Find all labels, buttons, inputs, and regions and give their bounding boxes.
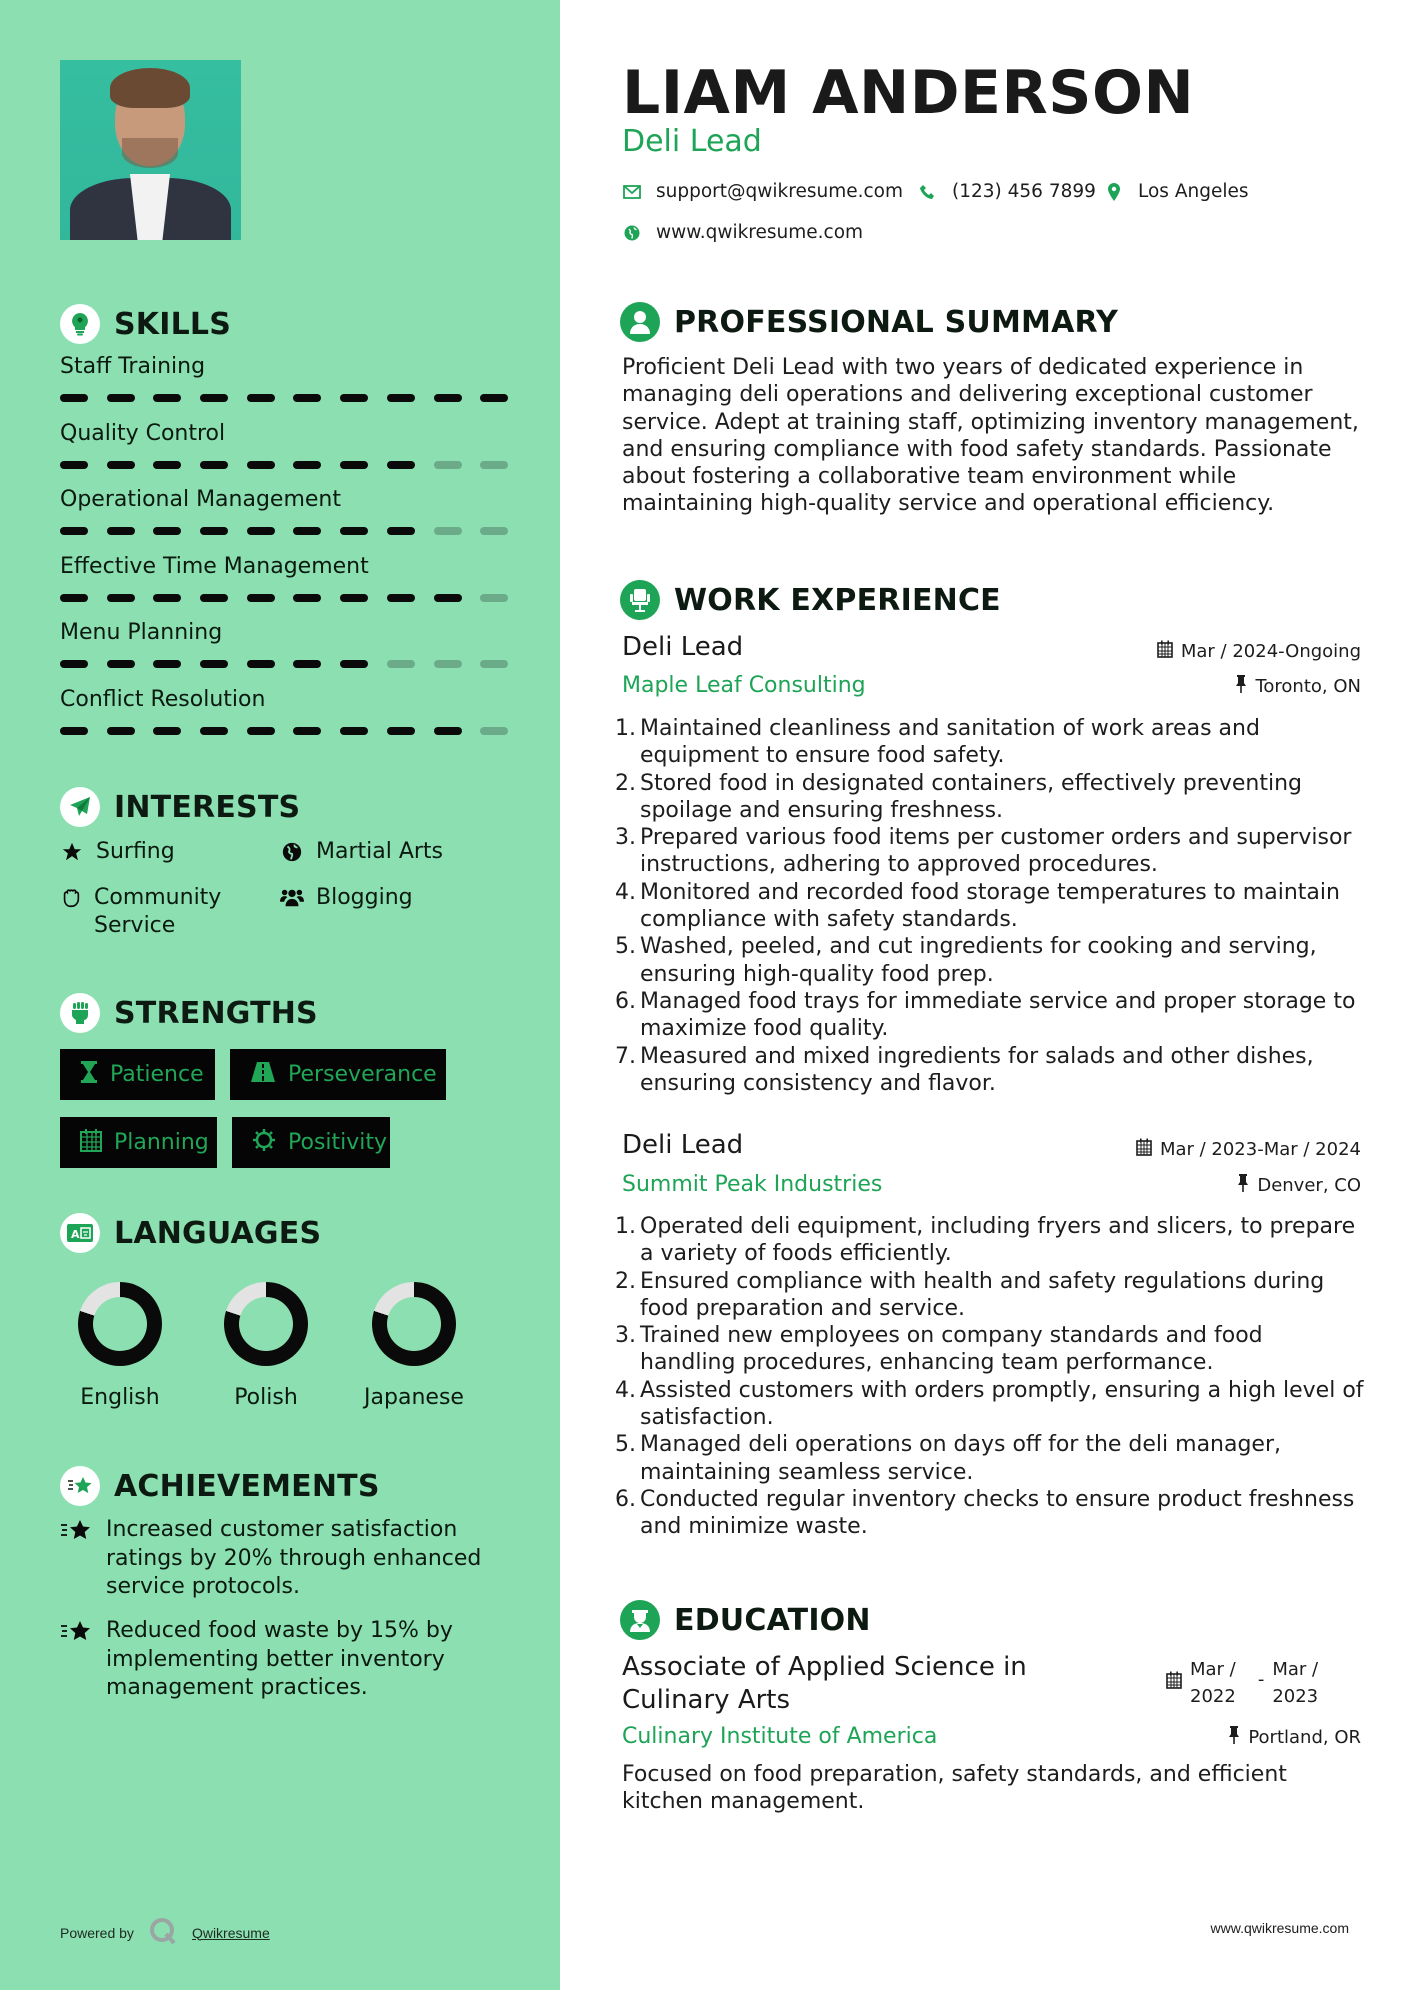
bullet-text: Ensured compliance with health and safety regulations during food preparation and service. (640, 1268, 1325, 1321)
summary-heading (620, 302, 1118, 342)
calendar-icon (1136, 1138, 1152, 1161)
lightbulb-icon (60, 304, 100, 344)
rating-dash-filled (340, 527, 368, 535)
rating-dash-filled (434, 594, 462, 602)
achievement-item: Reduced food waste by 15% by implementing better inventory management practices. (60, 1617, 500, 1703)
education-description: Focused on food preparation, safety standards, and efficient kitchen management. (622, 1762, 1287, 1815)
rating-dash-filled (153, 727, 181, 735)
contact-location: Los Angeles (1104, 181, 1249, 202)
calendar-icon (80, 1128, 102, 1158)
job-title: Deli Lead (622, 1130, 744, 1160)
job-title: Deli Lead (622, 632, 744, 662)
language-label: Japanese (364, 1385, 464, 1410)
skill-rating-bar (60, 461, 508, 469)
section-title: INTERESTS (114, 789, 301, 825)
rating-dash-filled (293, 594, 321, 602)
candidate-title: Deli Lead (622, 124, 762, 159)
skill-rating-bar (60, 527, 508, 535)
qwikresume-logo-icon (148, 1916, 178, 1949)
pushpin-icon (1237, 1174, 1249, 1197)
bullet-item (614, 879, 1364, 934)
degree-title: Associate of Applied Science in Culinary Arts (622, 1652, 1027, 1715)
rating-dash-filled (434, 394, 462, 402)
section-title: LANGUAGES (114, 1215, 322, 1251)
interest-item: Blogging (280, 884, 413, 912)
paper-plane-icon (60, 787, 100, 827)
skill-label: Staff Training (60, 354, 206, 379)
bullet-number: 2. (615, 770, 636, 796)
bullet-text: Assisted customers with orders promptly, ensuring a high level of satisfaction. (640, 1377, 1364, 1431)
section-title: STRENGTHS (114, 995, 318, 1031)
calendar-icon (1157, 640, 1173, 663)
bullet-text: Monitored and recorded food storage temperatures to maintain compliance with safety standards. (640, 879, 1340, 933)
rating-dash-filled (247, 727, 275, 735)
rating-dash-filled (60, 394, 88, 402)
sun-icon (252, 1128, 276, 1158)
education-heading (620, 1600, 871, 1640)
strength-badge: Planning (60, 1117, 217, 1168)
bullet-text: Maintained cleanliness and sanitation of work areas and equipment to ensure food safety. (640, 716, 1260, 769)
bullet-number: 5. (615, 1432, 636, 1458)
graduate-icon (620, 1600, 660, 1640)
rating-dash-filled (434, 727, 462, 735)
rating-dash-filled (247, 394, 275, 402)
qwikresume-link[interactable]: Qwikresume (191, 1924, 270, 1941)
bullet-text: Trained new employees on company standards and food handling procedures, enhancing team performance. (640, 1323, 1263, 1376)
rating-dash-filled (200, 394, 228, 402)
shooting-star-icon (60, 1466, 100, 1506)
skill-label: Conflict Resolution (60, 686, 266, 712)
rating-dash-filled (60, 594, 88, 602)
languages-heading (60, 1213, 321, 1253)
rating-dash-filled (200, 594, 228, 602)
bullet-item (614, 933, 1364, 988)
language-proficiency-donut (224, 1282, 308, 1366)
rating-dash-filled (200, 727, 228, 735)
bullet-item (614, 1043, 1364, 1098)
globe-icon (280, 838, 304, 866)
road-icon (250, 1061, 276, 1089)
education-location: Portland, OR (1228, 1726, 1361, 1749)
job-location: Toronto, ON (1235, 675, 1361, 698)
rating-dash-filled (387, 527, 415, 535)
rating-dash-filled (200, 461, 228, 469)
interests-heading (60, 787, 300, 827)
bullet-text: Conducted regular inventory checks to ensure product freshness and minimize waste. (640, 1486, 1355, 1540)
rating-dash-filled (153, 660, 181, 668)
language-icon (60, 1213, 100, 1253)
rating-dash-filled (107, 594, 135, 602)
powered-by: Powered by Qwikresume (60, 1916, 270, 1949)
rating-dash-filled (107, 660, 135, 668)
job-dates: Mar / 2024-Ongoing (1157, 640, 1361, 663)
bullet-item (614, 1322, 1364, 1377)
rating-dash-filled (153, 461, 181, 469)
skill-rating-bar (60, 394, 508, 402)
calendar-icon (1166, 1656, 1182, 1710)
rating-dash-filled (107, 394, 135, 402)
rating-dash-filled (340, 394, 368, 402)
rating-dash-filled (340, 461, 368, 469)
rating-dash-filled (293, 461, 321, 469)
bullet-item (614, 1377, 1364, 1432)
rating-dash-filled (153, 527, 181, 535)
rating-dash-empty (434, 527, 462, 535)
rating-dash-filled (293, 727, 321, 735)
rating-dash-filled (247, 660, 275, 668)
skill-label: Quality Control (60, 420, 226, 446)
bullet-item (614, 1268, 1364, 1323)
bullet-item (614, 988, 1364, 1043)
bullet-number: 6. (615, 988, 636, 1014)
skill-rating-bar (60, 660, 508, 668)
language-label: Polish (234, 1385, 298, 1410)
chair-icon (620, 580, 660, 620)
section-title: WORK EXPERIENCE (674, 582, 1001, 618)
bullet-number: 3. (615, 1323, 636, 1349)
rating-dash-filled (387, 727, 415, 735)
interest-item: Community Service (60, 884, 260, 940)
bullet-text: Prepared various food items per customer orders and supervisor instructions, adhering to approved procedures. (640, 825, 1352, 878)
bullet-item (614, 715, 1364, 770)
user-icon (620, 302, 660, 342)
bullet-item (614, 1431, 1364, 1486)
hand-icon (60, 884, 82, 912)
job-dates: Mar / 2023-Mar / 2024 (1136, 1138, 1361, 1161)
bullet-number: 1. (615, 716, 636, 741)
rating-dash-filled (340, 594, 368, 602)
bullet-number: 5. (615, 934, 636, 960)
skill-label: Effective Time Management (60, 553, 369, 579)
rating-dash-empty (434, 461, 462, 469)
company-name: Summit Peak Industries (622, 1172, 883, 1197)
bullet-text: Operated deli equipment, including fryers and slicers, to prepare a variety of foods efficiently. (640, 1214, 1356, 1267)
contact-email[interactable]: support@qwikresume.com (622, 181, 903, 202)
map-pin-icon (1104, 182, 1124, 202)
bullet-number: 6. (615, 1486, 636, 1512)
language-proficiency-donut (372, 1282, 456, 1366)
section-title: SKILLS (114, 306, 232, 342)
summary-text: Proficient Deli Lead with two years of dedicated experience in managing deli operations and delivering exceptional customer service. Adept at training staff, optimizing inventory management, and ensuring compliance with food safety standards. Passionate about fostering a collaborative team environment while maintaining high-quality service and operational efficiency. (622, 355, 1359, 517)
pushpin-icon (1228, 1726, 1240, 1749)
job-bullets (614, 715, 1364, 1097)
contact-website[interactable]: www.qwikresume.com (622, 222, 863, 243)
rating-dash-empty (434, 660, 462, 668)
section-title: ACHIEVEMENTS (114, 1468, 380, 1504)
strength-badge: Patience (60, 1049, 215, 1100)
rating-dash-filled (480, 394, 508, 402)
strength-badge: Perseverance (230, 1049, 446, 1100)
achievement-item: Increased customer satisfaction ratings by 20% through enhanced service protocols. (60, 1516, 500, 1602)
language-proficiency-donut (78, 1282, 162, 1366)
bullet-number: 7. (615, 1043, 636, 1069)
rating-dash-filled (247, 594, 275, 602)
rating-dash-filled (107, 727, 135, 735)
bullet-number: 4. (615, 879, 636, 905)
bullet-number: 3. (615, 825, 636, 851)
skill-rating-bar (60, 727, 508, 735)
language-label: English (80, 1385, 160, 1410)
svg-text:A: A (71, 1228, 80, 1241)
strength-badge: Positivity (232, 1117, 390, 1168)
company-name: Maple Leaf Consulting (622, 673, 866, 698)
rating-dash-filled (200, 660, 228, 668)
contact-phone[interactable]: (123) 456 7899 (918, 181, 1096, 202)
candidate-name: LIAM ANDERSON (622, 58, 1195, 128)
education-dates: Mar / 2022 - Mar / 2023 (1166, 1656, 1318, 1710)
pushpin-icon (1235, 675, 1247, 698)
skill-label: Operational Management (60, 487, 341, 512)
bullet-text: Managed food trays for immediate service and proper storage to maximize food quality. (640, 988, 1356, 1042)
rating-dash-empty (480, 727, 508, 735)
rating-dash-empty (387, 660, 415, 668)
bullet-text: Measured and mixed ingredients for salads and other dishes, ensuring consistency and flavor. (640, 1043, 1314, 1096)
interest-item: Martial Arts (280, 838, 443, 866)
footer-website-link[interactable]: www.qwikresume.com (1210, 1920, 1349, 1936)
experience-heading (620, 580, 1001, 620)
rating-dash-filled (153, 394, 181, 402)
bullet-text: Managed deli operations on days off for the deli manager, maintaining seamless service. (640, 1432, 1282, 1485)
rating-dash-filled (387, 461, 415, 469)
rating-dash-filled (107, 527, 135, 535)
school-name: Culinary Institute of America (622, 1724, 938, 1749)
rating-dash-empty (480, 660, 508, 668)
skills-heading (60, 304, 231, 344)
rating-dash-filled (107, 461, 135, 469)
envelope-icon (622, 182, 642, 202)
rating-dash-filled (60, 461, 88, 469)
bullet-number: 2. (615, 1268, 636, 1294)
job-bullets (614, 1213, 1364, 1541)
rating-dash-filled (153, 594, 181, 602)
rating-dash-filled (293, 660, 321, 668)
hourglass-icon (80, 1060, 98, 1090)
bullet-item (614, 770, 1364, 825)
globe-icon (622, 223, 642, 243)
rating-dash-filled (387, 394, 415, 402)
rating-dash-filled (340, 660, 368, 668)
strengths-heading (60, 993, 318, 1033)
rating-dash-filled (60, 527, 88, 535)
rating-dash-empty (480, 594, 508, 602)
bullet-number: 1. (615, 1214, 636, 1239)
rating-dash-filled (60, 660, 88, 668)
rating-dash-filled (293, 394, 321, 402)
rating-dash-filled (60, 727, 88, 735)
bullet-text: Stored food in designated containers, effectively preventing spoilage and ensuring freshness. (640, 770, 1302, 823)
bullet-item (614, 1213, 1364, 1268)
star-icon (60, 838, 84, 866)
rating-dash-filled (247, 527, 275, 535)
bullet-item (614, 824, 1364, 879)
skill-rating-bar (60, 594, 508, 602)
sidebar (0, 0, 560, 1990)
section-title: EDUCATION (674, 1602, 871, 1638)
bullet-number: 4. (615, 1377, 636, 1403)
section-title: PROFESSIONAL SUMMARY (674, 304, 1119, 340)
bullet-item (614, 1486, 1364, 1541)
phone-icon (918, 182, 938, 202)
rating-dash-filled (293, 527, 321, 535)
job-location: Denver, CO (1237, 1174, 1361, 1197)
interest-item: Surfing (60, 838, 175, 866)
shooting-star-icon (60, 1516, 92, 1544)
achievements-heading (60, 1466, 380, 1506)
rating-dash-filled (200, 527, 228, 535)
users-icon (280, 884, 304, 912)
rating-dash-filled (247, 461, 275, 469)
profile-photo (60, 60, 241, 240)
bullet-text: Washed, peeled, and cut ingredients for cooking and serving, ensuring high-quality food prep. (640, 934, 1317, 987)
rating-dash-filled (387, 594, 415, 602)
rating-dash-filled (340, 727, 368, 735)
fist-icon (60, 993, 100, 1033)
skill-label: Menu Planning (60, 620, 223, 645)
rating-dash-empty (480, 461, 508, 469)
rating-dash-empty (480, 527, 508, 535)
shooting-star-icon (60, 1617, 92, 1645)
